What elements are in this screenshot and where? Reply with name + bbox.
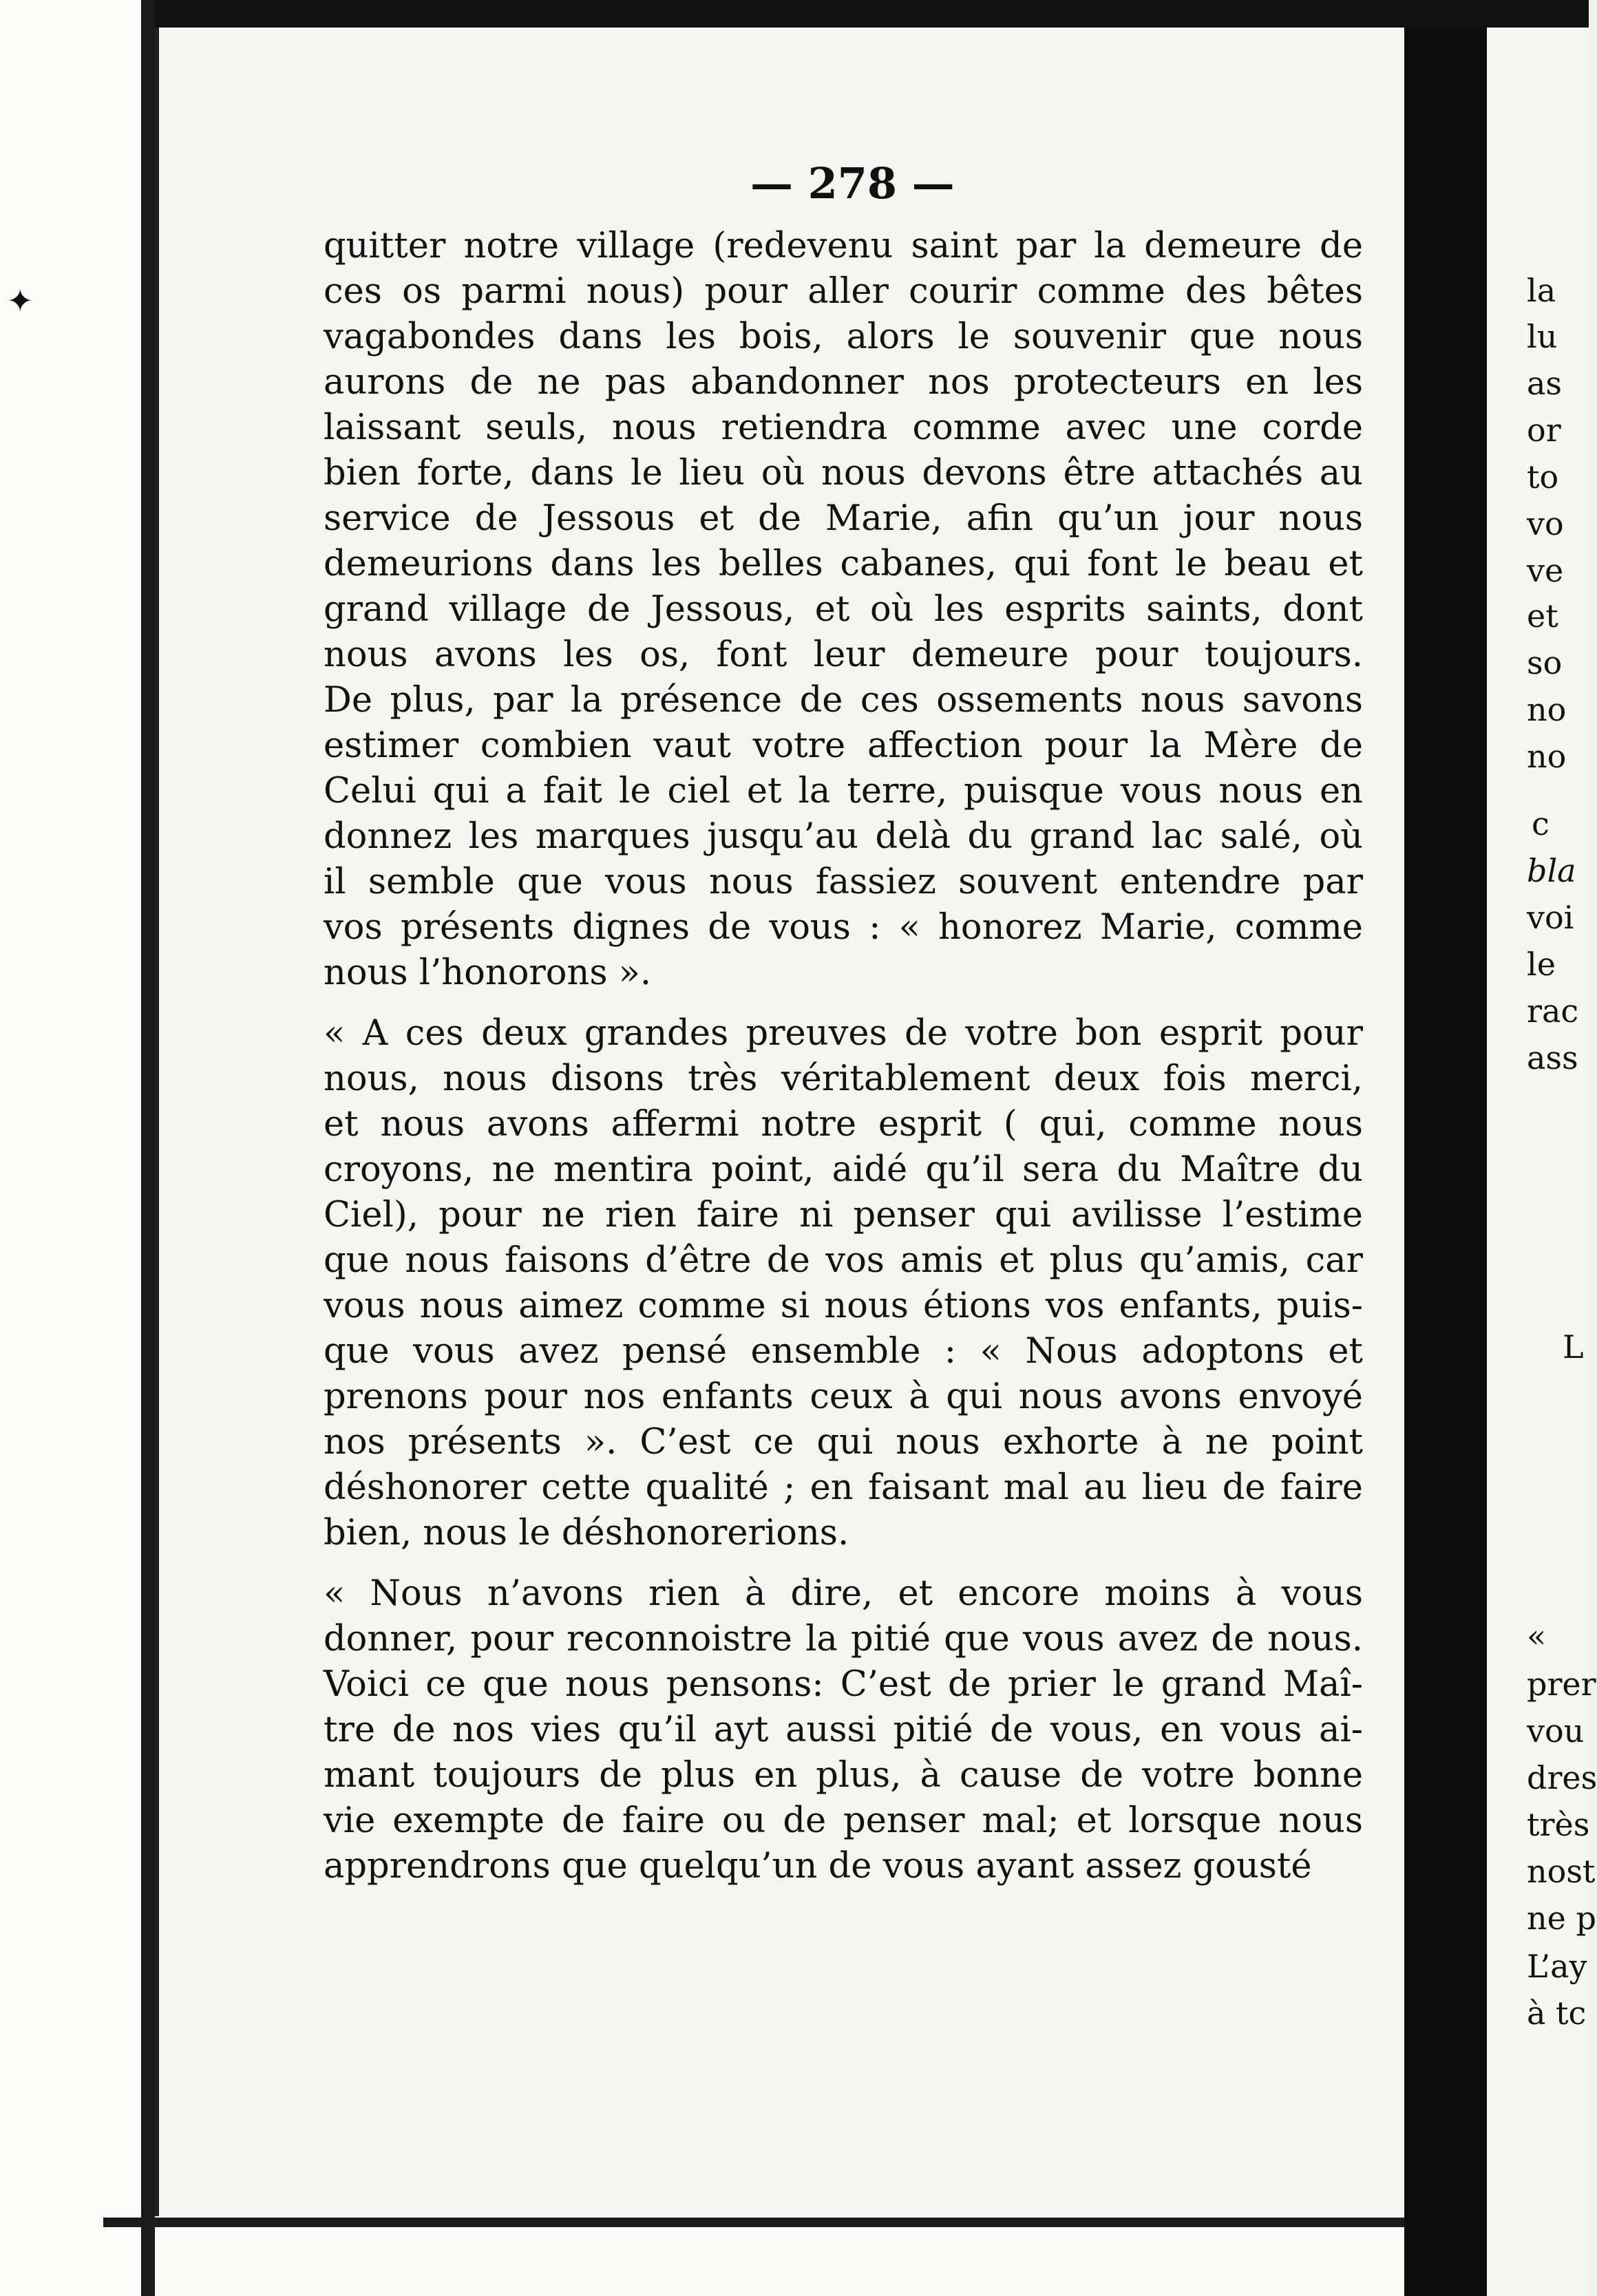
text-line: vos présents dignes de vous : « honorez Marie, comme xyxy=(324,907,1363,948)
next-page-fragment: la xyxy=(1527,272,1556,309)
next-page-fragment: le xyxy=(1527,946,1556,983)
text-line: laissant seuls, nous retiendra comme avec une corde xyxy=(324,407,1363,448)
text-line: ces os parmi nous) pour aller courir comme des bêtes xyxy=(324,271,1363,312)
next-page-fragment: as xyxy=(1527,365,1563,402)
next-page-fragment: « xyxy=(1527,1617,1547,1655)
next-page-fragment: à tc xyxy=(1527,1995,1587,2032)
text-line: apprendrons que quelqu’un de vous ayant assez gousté xyxy=(324,1846,1312,1886)
text-line: déshonorer cette qualité ; en faisant mal au lieu de faire xyxy=(324,1467,1363,1508)
text-line: vous nous aimez comme si nous étions vos enfants, puis- xyxy=(324,1286,1363,1326)
next-page-fragment: voi xyxy=(1527,899,1574,936)
next-page-fragment: vo xyxy=(1527,505,1564,542)
text-line: que vous avez pensé ensemble : « Nous adoptons et xyxy=(324,1331,1363,1372)
text-line: Celui qui a fait le ciel et la terre, puisque vous nous en xyxy=(324,771,1363,811)
text-line: nous avons les os, font leur demeure pour toujours. xyxy=(324,635,1363,675)
next-page-fragment: bla xyxy=(1527,852,1576,889)
margin-mark: ✦ xyxy=(7,282,34,319)
text-line: nous l’honorons ». xyxy=(324,953,652,993)
text-line: prenons pour nos enfants ceux à qui nous avons envoyé xyxy=(324,1376,1363,1417)
paragraph-2 xyxy=(324,1011,1363,1556)
next-page-fragment: dres xyxy=(1527,1759,1597,1796)
text-line: quitter notre village (redevenu saint par la demeure de xyxy=(324,226,1363,266)
text-line: tre de nos vies qu’il ayt aussi pitié de vous, en vous ai- xyxy=(324,1710,1363,1750)
text-line: bien forte, dans le lieu où nous devons être attachés au xyxy=(324,453,1363,493)
next-page-fragment: nost xyxy=(1527,1853,1596,1890)
next-page-fragment: prer xyxy=(1527,1666,1596,1703)
next-page-fragment: L’ay xyxy=(1527,1948,1587,1985)
text-line: vie exempte de faire ou de penser mal; et lorsque nous xyxy=(324,1800,1363,1841)
text-line: donnez les marques jusqu’au delà du grand lac salé, où xyxy=(324,816,1363,857)
text-line: que nous faisons d’être de vos amis et plus qu’amis, car xyxy=(324,1240,1363,1281)
next-page-fragment: et xyxy=(1527,597,1558,635)
paragraph-1 xyxy=(324,224,1363,996)
next-page-fragment: no xyxy=(1527,691,1567,728)
next-page-fragment: to xyxy=(1527,458,1559,496)
text-line: Voici ce que nous pensons: C’est de prier le grand Maî- xyxy=(324,1664,1363,1705)
text-line: estimer combien vaut votre affection pour la Mère de xyxy=(324,725,1363,766)
text-line: il semble que vous nous fassiez souvent entendre par xyxy=(324,862,1363,902)
next-page-fragment: so xyxy=(1527,644,1563,681)
next-page-fragment: L xyxy=(1563,1328,1584,1365)
text-line: service de Jessous et de Marie, afin qu’un jour nous xyxy=(324,498,1363,539)
text-line: « Nous n’avons rien à dire, et encore moins à vous xyxy=(324,1573,1363,1614)
text-line: vagabondes dans les bois, alors le souvenir que nous xyxy=(324,317,1363,357)
text-line: aurons de ne pas abandonner nos protecteurs en les xyxy=(324,362,1363,403)
text-line: croyons, ne mentira point, aidé qu’il sera du Maître du xyxy=(324,1149,1363,1190)
paragraph-3 xyxy=(324,1571,1363,1889)
top-shadow xyxy=(155,0,1589,28)
text-line: « A ces deux grandes preuves de votre bon esprit pour xyxy=(324,1013,1363,1054)
left-margin xyxy=(0,0,141,2296)
text-line: et nous avons affermi notre esprit ( qui, comme nous xyxy=(324,1104,1363,1145)
next-page-fragment: très xyxy=(1527,1806,1590,1843)
next-page-fragment: lu xyxy=(1527,318,1558,355)
text-line: De plus, par la présence de ces ossements nous savons xyxy=(324,680,1363,721)
page-bottom-edge xyxy=(103,2218,1404,2227)
text-line: mant toujours de plus en plus, à cause de votre bonne xyxy=(324,1755,1363,1796)
text-line: grand village de Jessous, et où les esprits saints, dont xyxy=(324,589,1363,630)
next-page-fragment: vou xyxy=(1527,1712,1585,1750)
next-page-fragment: c xyxy=(1532,805,1550,842)
next-page-fragment: no xyxy=(1527,738,1567,775)
text-line: Ciel), pour ne rien faire ni penser qui avilisse l’estime xyxy=(324,1195,1363,1235)
next-page-fragment: rac xyxy=(1527,992,1579,1030)
next-page-fragment: ve xyxy=(1527,552,1564,589)
book-gutter xyxy=(1404,28,1487,2296)
text-line: donner, pour reconnoistre la pitié que vous avez de nous. xyxy=(324,1619,1363,1659)
next-page-fragment: or xyxy=(1527,412,1561,449)
text-line: bien, nous le déshonorerions. xyxy=(324,1513,849,1553)
text-line: nous, nous disons très véritablement deux fois merci, xyxy=(324,1059,1363,1099)
next-page-fragment: ass xyxy=(1527,1039,1578,1076)
text-line: nos présents ». C’est ce qui nous exhorte à ne point xyxy=(324,1422,1363,1463)
binding-edge xyxy=(141,0,155,2296)
page-text xyxy=(324,224,1363,1889)
page-number: — 278 — xyxy=(750,158,955,209)
text-line: demeurions dans les belles cabanes, qui font le beau et xyxy=(324,544,1363,584)
next-page-fragment: ne p xyxy=(1527,1900,1596,1937)
